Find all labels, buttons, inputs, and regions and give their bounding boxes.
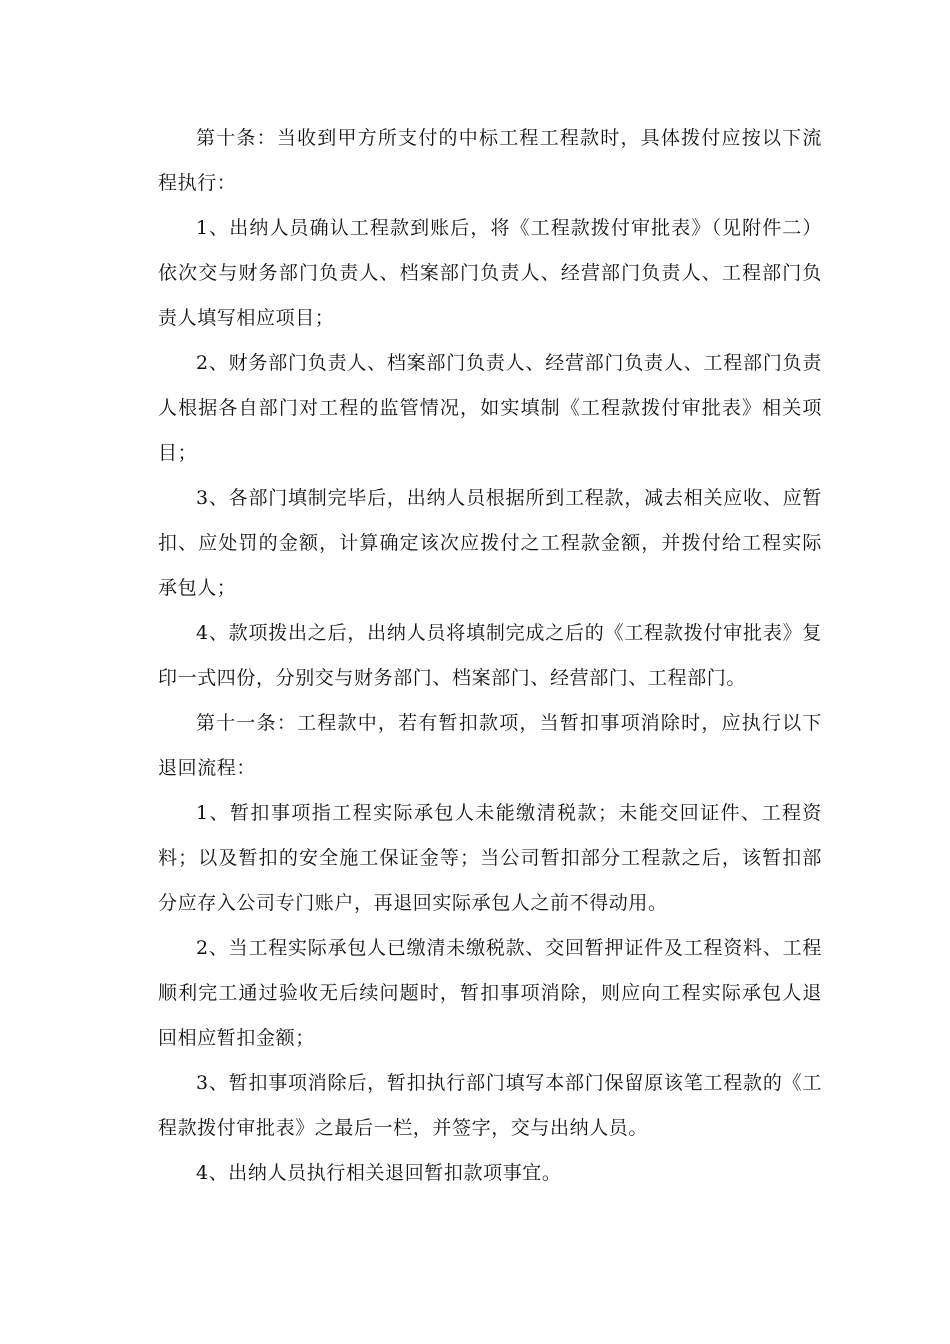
article-11-item-3: 3、暂扣事项消除后，暂扣执行部门填写本部门保留原该笔工程款的《工程款拨付审批表》之最后一栏，并签字，交与出纳人员。 <box>158 1072 822 1139</box>
article-11-item-4: 4、出纳人员执行相关退回暂扣款项事宜。 <box>196 1162 562 1184</box>
article-10-item-1: 1、出纳人员确认工程款到账后，将《工程款拨付审批表》（见附件二）依次交与财务部门负责人、档案部门负责人、经营部门负责人、工程部门负责人填写相应项目； <box>158 217 822 329</box>
article-10-heading: 第十条：当收到甲方所支付的中标工程工程款时，具体拨付应按以下流程执行： <box>158 127 822 194</box>
article-10-item-3: 3、各部门填制完毕后，出纳人员根据所到工程款，减去相关应收、应暂扣、应处罚的金额，计算确定该次应拨付之工程款金额，并拨付给工程实际承包人； <box>158 487 822 599</box>
article-10-item-4: 4、款项拨出之后，出纳人员将填制完成之后的《工程款拨付审批表》复印一式四份，分别交与财务部门、档案部门、经营部门、工程部门。 <box>158 622 822 689</box>
article-11-heading: 第十一条：工程款中，若有暂扣款项，当暂扣事项消除时，应执行以下退回流程： <box>158 712 822 779</box>
document-body <box>158 116 822 1196</box>
article-11-item-2: 2、当工程实际承包人已缴清未缴税款、交回暂押证件及工程资料、工程顺利完工通过验收无后续问题时，暂扣事项消除，则应向工程实际承包人退回相应暂扣金额； <box>158 937 822 1049</box>
article-11-item-1: 1、暂扣事项指工程实际承包人未能缴清税款；未能交回证件、工程资料；以及暂扣的安全施工保证金等；当公司暂扣部分工程款之后，该暂扣部分应存入公司专门账户，再退回实际承包人之前不得动用。 <box>158 802 822 914</box>
article-10-item-2: 2、财务部门负责人、档案部门负责人、经营部门负责人、工程部门负责人根据各自部门对工程的监管情况，如实填制《工程款拨付审批表》相关项目； <box>158 352 822 464</box>
